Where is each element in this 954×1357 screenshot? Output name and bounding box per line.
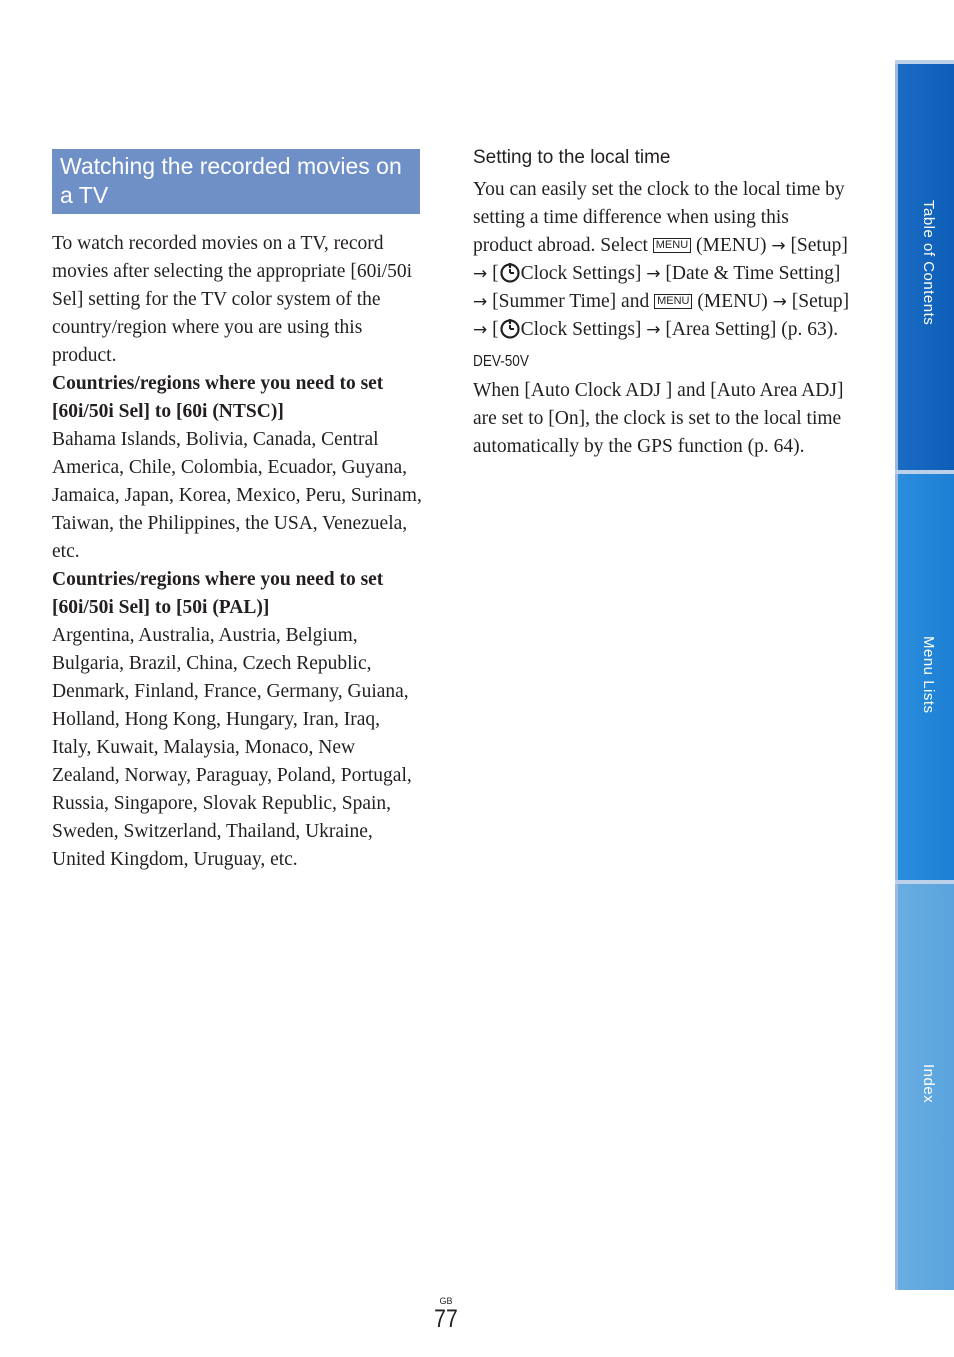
tab-table-of-contents[interactable]: [895, 60, 954, 470]
arrow-right-icon: →: [646, 264, 661, 284]
arrow-right-icon: →: [473, 264, 488, 284]
intro-paragraph: To watch recorded movies on a TV, record movies after selecting the appropriate [60i/50i Sel] setting for the TV color system of the country/region where you are using this product.: [52, 233, 413, 366]
menu-button-icon: MENU: [653, 238, 691, 253]
ntsc-heading: Countries/regions where you need to set [60i/50i Sel] to [60i (NTSC)]: [52, 373, 384, 422]
text-run: [Setup]: [786, 291, 850, 312]
local-time-heading: Setting to the local time: [473, 147, 671, 168]
tab-index[interactable]: [895, 880, 954, 1290]
pal-country-list: Argentina, Australia, Austria, Belgium, Bulgaria, Brazil, China, Czech Republic, Denmark, Finland, France, Germany, Guiana, Holland, Hong Kong, Hungary, Iran, Iraq, Italy, Kuwait, Malaysia, Monaco, New Zealand, Norway, Paraguay, Poland, Portugal, Russia, Singapore, Slovak Republic, Spain, Sweden, Switzerland, Thailand, Ukraine, United Kingdom, Uruguay, etc.: [52, 625, 412, 870]
text-run: [Summer Time] and: [487, 291, 655, 312]
pal-heading: Countries/regions where you need to set [60i/50i Sel] to [50i (PAL)]: [52, 569, 384, 618]
text-run: You can easily set the clock to the local time by setting a time difference when using this product abroad. Select: [473, 179, 845, 256]
clock-settings-icon: [499, 317, 521, 339]
region-code: GB: [439, 1296, 453, 1306]
ntsc-country-list: Bahama Islands, Bolivia, Canada, Central America, Chile, Colombia, Ecuador, Guyana, Jamaica, Japan, Korea, Mexico, Peru, Surinam, Taiwan, the Philippines, the USA, Venezuela, etc.: [52, 429, 422, 562]
text-run: Clock Settings]: [520, 319, 647, 340]
text-run: [: [487, 319, 499, 340]
model-tag: DEV-50V: [473, 353, 529, 370]
text-run: [Area Setting] (p. 63).: [660, 319, 839, 340]
arrow-right-icon: →: [771, 236, 786, 256]
text-run: [: [487, 263, 499, 284]
page-footer: [426, 1296, 466, 1332]
section-title: Watching the recorded movies on a TV: [52, 149, 420, 214]
tab-label: Index: [920, 1064, 937, 1104]
left-column: [52, 149, 424, 874]
local-time-paragraph: [473, 176, 853, 344]
clock-settings-icon: [499, 261, 521, 283]
text-run: [Date & Time Setting]: [660, 263, 841, 284]
text-run: (MENU): [692, 291, 773, 312]
tab-menu-lists[interactable]: [895, 470, 954, 880]
page-number: 77: [434, 1305, 458, 1333]
arrow-right-icon: →: [473, 320, 488, 340]
right-column: [473, 144, 853, 461]
text-run: Clock Settings]: [520, 263, 647, 284]
menu-button-icon: MENU: [654, 294, 692, 309]
text-run: (MENU): [691, 235, 772, 256]
tab-label: Menu Lists: [920, 636, 937, 714]
tab-label: Table of Contents: [920, 200, 937, 326]
arrow-right-icon: →: [646, 320, 661, 340]
gps-paragraph: When [Auto Clock ADJ ] and [Auto Area ADJ] are set to [On], the clock is set to the local time automatically by the GPS function (p. 64).: [473, 380, 844, 457]
text-run: [Setup]: [785, 235, 848, 256]
arrow-right-icon: →: [473, 292, 488, 312]
arrow-right-icon: →: [772, 292, 787, 312]
